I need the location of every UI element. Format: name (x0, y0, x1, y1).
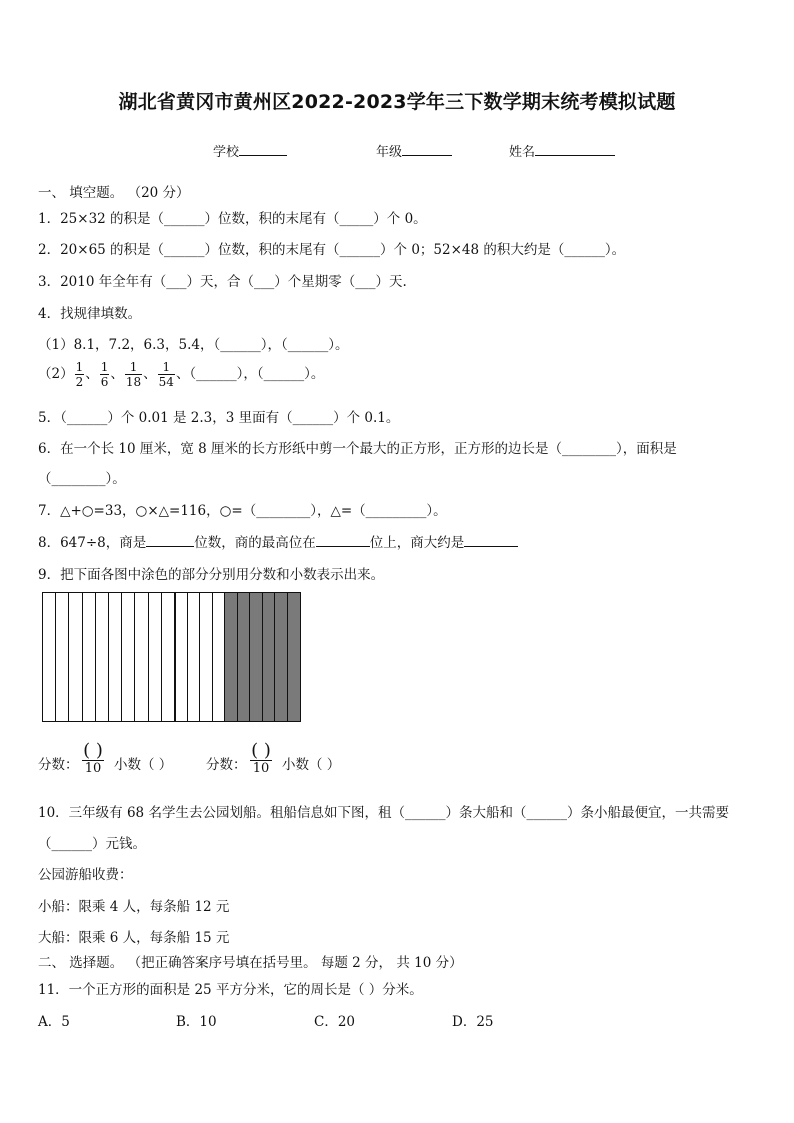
question-6-continued: （________）。 (38, 471, 126, 487)
figure-2-strip-4 (213, 593, 226, 721)
figure-1-strip-8 (135, 593, 148, 721)
figure-1-strip-4 (83, 593, 96, 721)
figure-2-strip-3 (200, 593, 213, 721)
figure-2-strip-6 (238, 593, 251, 721)
question-4: 4．找规律填数。 (38, 306, 142, 322)
question-1: 1．25×32 的积是（______）位数，积的末尾有（_____）个 0。 (38, 211, 427, 227)
section-1-heading: 一、 填空题。 （20 分） (38, 185, 190, 201)
school-label: 学校 (213, 145, 240, 160)
question-8: 8．647÷8，商是 位数，商的最高位在 位上，商大约是 (38, 531, 518, 551)
question-4-part-1: （1）8.1，7.2，6.3，5.4，（______），（______）。 (38, 337, 349, 353)
figure-1-strip-3 (69, 593, 82, 721)
name-blank[interactable] (535, 143, 615, 156)
figure-1-strip-6 (109, 593, 122, 721)
question-6: 6．在一个长 10 厘米，宽 8 厘米的长方形纸中剪一个最大的正方形，正方形的边长是（________），面积是 (38, 441, 677, 457)
q8-blank-3[interactable] (464, 534, 518, 547)
option-c[interactable]: C．20 (314, 1014, 356, 1030)
question-4-part-2: （2） $\frac{1}{2}$ 、 $\frac{1}{6}$ 、 $\frac{1}{18}$ 、 $\frac{1}{54}$ 、（______），（______）。 (38, 360, 325, 389)
figure-2-strip-5 (225, 593, 238, 721)
school-field (213, 141, 287, 160)
question-5: 5．（______）个 0.01 是 2.3，3 里面有（______）个 0.1。 (38, 410, 400, 426)
figure-2-strip-7 (250, 593, 263, 721)
name-label: 姓名 (509, 145, 536, 160)
question-7: 7．△+○=33，○×△=116，○=（________），△=（_________）。 (38, 503, 447, 519)
figure-1-strip-1 (43, 593, 56, 721)
q9-fraction-label-1: 分数： (38, 757, 79, 773)
fee-title: 公园游船收费： (38, 867, 133, 883)
q9-fraction-2: ( ) 10 (251, 740, 271, 776)
q4-2-suffix: 、（______），（______）。 (175, 366, 325, 382)
question-11: 11．一个正方形的面积是 25 平方分米，它的周长是（ ）分米。 (38, 982, 423, 998)
question-10-continued: （______）元钱。 (38, 836, 146, 852)
grade-field (376, 141, 452, 160)
figure-2-strip-10 (288, 593, 300, 721)
page-title: 湖北省黄冈市黄州区2022-2023学年三下数学期末统考模拟试题 (118, 91, 676, 113)
q8-blank-1[interactable] (146, 534, 194, 547)
school-blank[interactable] (239, 143, 287, 156)
figure-1-strip-9 (149, 593, 162, 721)
option-b[interactable]: B．10 (176, 1014, 217, 1030)
question-10: 10．三年级有 68 名学生去公园划船。租船信息如下图，租（______）条大船和（______）条小船最便宜，一共需要 (38, 805, 729, 821)
strip-figure-2 (174, 592, 301, 722)
grade-blank[interactable] (402, 143, 452, 156)
question-9: 9．把下面各图中涂色的部分分别用分数和小数表示出来。 (38, 567, 385, 583)
fraction-1-18: $\frac{1}{18}$ (125, 360, 142, 389)
name-field (509, 141, 615, 160)
q4-2-prefix: （2） (38, 366, 74, 382)
strip-figure-1 (42, 592, 176, 722)
q9-fraction-label-2: 分数： (206, 757, 247, 773)
figure-1-strip-2 (56, 593, 69, 721)
grade-label: 年级 (376, 145, 403, 160)
figure-2-strip-2 (188, 593, 201, 721)
figure-2-strip-9 (275, 593, 288, 721)
fraction-1-2: $\frac{1}{2}$ (75, 360, 84, 389)
section-2-heading: 二、 选择题。 （把正确答案序号填在括号里。 每题 2 分， 共 10 分） (38, 955, 463, 971)
figure-2-strip-8 (263, 593, 276, 721)
fraction-1-6: $\frac{1}{6}$ (100, 360, 109, 389)
q8-blank-2[interactable] (316, 534, 370, 547)
figure-1-strip-7 (122, 593, 135, 721)
fraction-1-54: $\frac{1}{54}$ (158, 360, 174, 389)
question-2: 2．20×65 的积是（______）位数，积的末尾有（______）个 0；52×48 的积大约是（______）。 (38, 242, 626, 258)
figure-2-strip-1 (175, 593, 188, 721)
figure-1-strip-5 (96, 593, 109, 721)
q9-decimal-label-1: 小数（ ） (114, 757, 173, 773)
q9-decimal-label-2: 小数（ ） (282, 757, 341, 773)
option-d[interactable]: D．25 (452, 1014, 494, 1030)
fee-small-boat: 小船：限乘 4 人，每条船 12 元 (38, 899, 230, 915)
option-a[interactable]: A．5 (38, 1014, 70, 1030)
q9-fraction-1: ( ) 10 (83, 740, 103, 776)
fee-big-boat: 大船：限乘 6 人，每条船 15 元 (38, 930, 230, 946)
question-3: 3．2010 年全年有（___）天，合（___）个星期零（___）天. (38, 274, 407, 290)
